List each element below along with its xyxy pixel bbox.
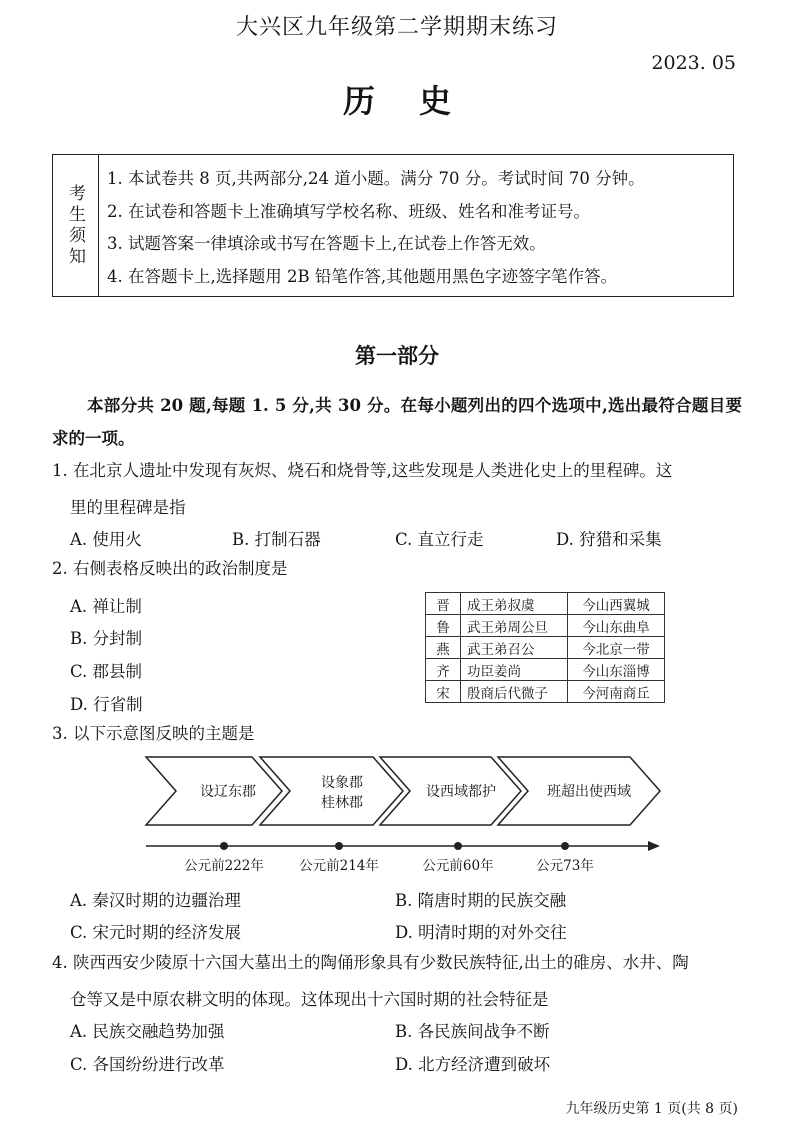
question-4-stem-cont: 仓等又是中原农耕文明的体现。这体现出十六国时期的社会特征是: [70, 990, 549, 1009]
question-2-option-d[interactable]: D. 行省制: [70, 695, 143, 714]
question-2-option-c[interactable]: C. 郡县制: [70, 662, 143, 681]
timeline-year-label: 公元前222年: [184, 858, 264, 874]
table-cell-state: 宋: [426, 681, 461, 703]
question-4-option-b[interactable]: B. 各民族间战争不断: [395, 1022, 550, 1041]
exam-title: 大兴区九年级第二学期期末练习: [235, 15, 558, 40]
part-intro: 本部分共 20 题,每题 1. 5 分,共 30 分。在每小题列出的四个选项中,选出最符合题目要求的一项。: [52, 396, 742, 448]
table-cell-lord: 武王弟召公: [461, 637, 568, 659]
question-3-option-d[interactable]: D. 明清时期的对外交往: [395, 923, 567, 942]
question-2-option-b[interactable]: B. 分封制: [70, 629, 143, 648]
timeline-dot: [561, 842, 569, 850]
table-row: [426, 593, 665, 615]
exam-date: 2023. 05: [651, 52, 736, 74]
notice-side-label: 考生须知: [65, 183, 85, 268]
question-4-option-d[interactable]: D. 北方经济遭到破坏: [395, 1055, 551, 1074]
table-row: [426, 659, 665, 681]
table-cell-state: 晋: [426, 593, 461, 615]
table-cell-lord: 功臣姜尚: [461, 659, 568, 681]
timeline-dot: [454, 842, 462, 850]
question-1-stem-cont: 里的里程碑是指: [70, 498, 186, 517]
table-cell-state: 齐: [426, 659, 461, 681]
question-2-option-a[interactable]: A. 禅让制: [70, 597, 142, 616]
timeline-year-label: 公元73年: [536, 858, 594, 874]
question-3-stem: 3. 以下示意图反映的主题是: [52, 724, 255, 743]
fief-table: [425, 592, 665, 703]
table-row: [426, 681, 665, 703]
table-cell-state: 燕: [426, 637, 461, 659]
notice-line: 1. 本试卷共 8 页,共两部分,24 道小题。满分 70 分。考试时间 70 分钟。: [107, 169, 645, 188]
table-cell-location: 今山东淄博: [568, 659, 665, 681]
table-cell-state: 鲁: [426, 615, 461, 637]
table-cell-location: 今山西翼城: [568, 593, 665, 615]
question-4-stem: 4. 陕西西安少陵原十六国大墓出土的陶俑形象具有少数民族特征,出土的碓房、水井、陶: [52, 953, 689, 972]
notice-line: 2. 在试卷和答题卡上准确填写学校名称、班级、姓名和准考证号。: [107, 201, 590, 221]
question-1-option-a[interactable]: A. 使用火: [70, 530, 142, 549]
notice-box: [52, 154, 734, 297]
table-cell-location: 今北京一带: [568, 637, 665, 659]
question-1-option-c[interactable]: C. 直立行走: [395, 530, 484, 549]
timeline-event-label: 桂林郡: [321, 795, 363, 811]
question-1-option-b[interactable]: B. 打制石器: [232, 530, 321, 549]
notice-lines: [107, 163, 727, 293]
timeline-event-label: 设西域都护: [426, 784, 496, 800]
question-1-option-d[interactable]: D. 狩猎和采集: [556, 530, 662, 549]
question-4-option-c[interactable]: C. 各国纷纷进行改革: [70, 1055, 225, 1074]
question-3-option-c[interactable]: C. 宋元时期的经济发展: [70, 923, 242, 942]
notice-side-cell: [53, 155, 99, 296]
timeline-diagram: [140, 752, 670, 878]
table-row: [426, 637, 665, 659]
table-cell-location: 今山东曲阜: [568, 615, 665, 637]
page-footer: 九年级历史第 1 页(共 8 页): [565, 1101, 738, 1117]
timeline-event-label: 班超出使西域: [547, 784, 631, 800]
question-3-option-a[interactable]: A. 秦汉时期的边疆治理: [70, 891, 241, 910]
table-cell-lord: 成王弟叔虞: [461, 593, 568, 615]
table-cell-location: 今河南商丘: [568, 681, 665, 703]
notice-line: 4. 在答题卡上,选择题用 2B 铅笔作答,其他题用黑色字迹签字笔作答。: [107, 266, 618, 286]
timeline-event-label: 设象郡: [321, 775, 363, 791]
table-cell-lord: 殷商后代微子: [461, 681, 568, 703]
timeline-event-label: 设辽东郡: [200, 784, 256, 800]
question-4-option-a[interactable]: A. 民族交融趋势加强: [70, 1022, 225, 1041]
question-3-option-b[interactable]: B. 隋唐时期的民族交融: [395, 891, 567, 910]
timeline-year-label: 公元前60年: [422, 858, 494, 874]
timeline-year-label: 公元前214年: [299, 858, 379, 874]
table-row: [426, 615, 665, 637]
timeline-arrowhead: [648, 841, 660, 851]
timeline-dot: [220, 842, 228, 850]
question-1-stem: 1. 在北京人遗址中发现有灰烬、烧石和烧骨等,这些发现是人类进化史上的里程碑。这: [52, 461, 673, 480]
question-2-stem: 2. 右侧表格反映出的政治制度是: [52, 559, 288, 578]
subject-title: 历史: [342, 82, 495, 120]
table-cell-lord: 武王弟周公旦: [461, 615, 568, 637]
notice-line: 3. 试题答案一律填涂或书写在答题卡上,在试卷上作答无效。: [107, 234, 546, 253]
part-title: 第一部分: [355, 343, 439, 368]
timeline-dot: [335, 842, 343, 850]
